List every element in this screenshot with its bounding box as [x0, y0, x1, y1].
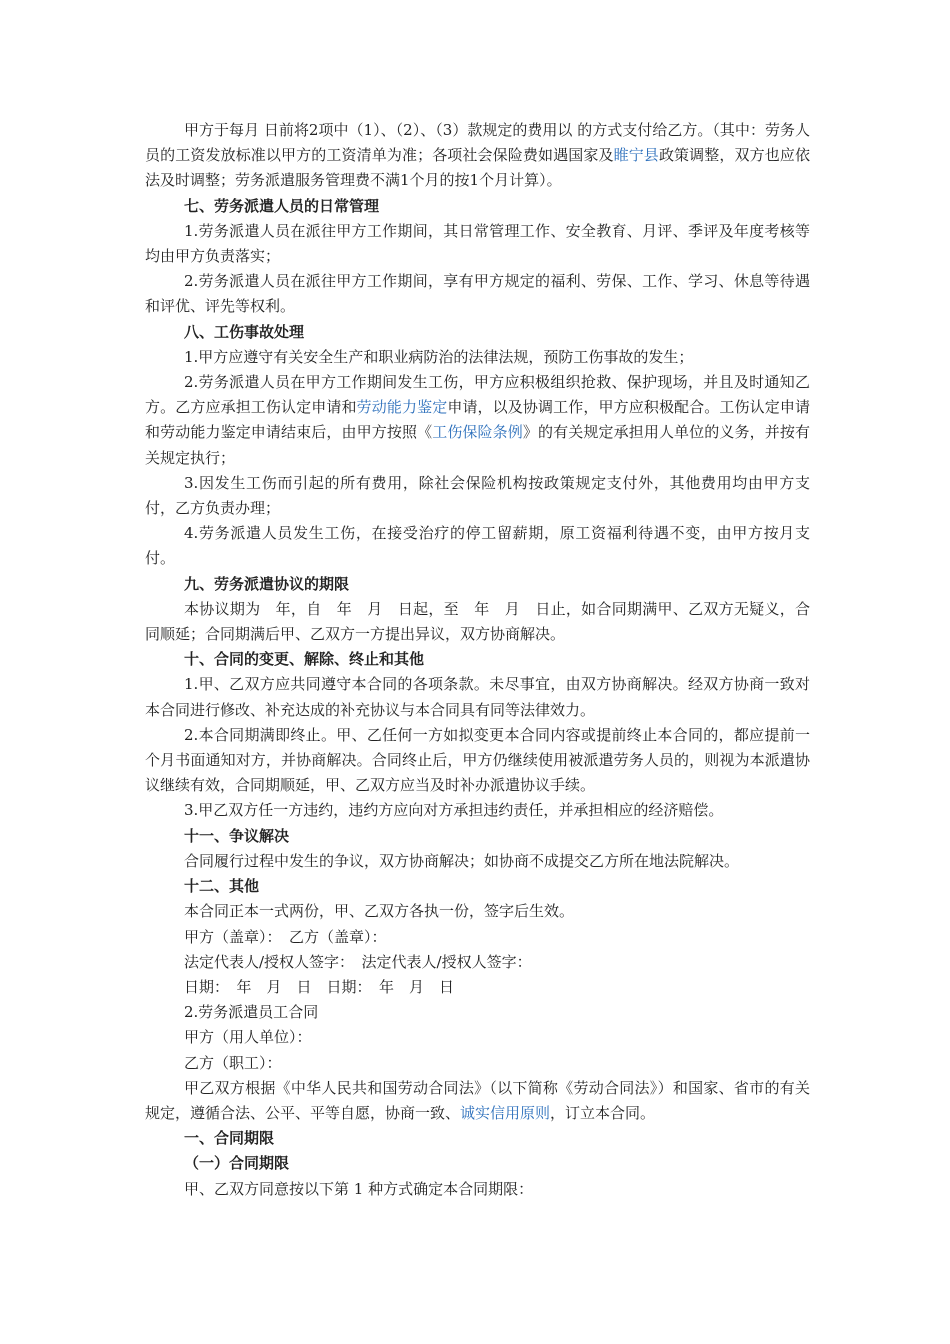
paragraph — [145, 521, 810, 571]
paragraph — [145, 925, 810, 950]
paragraph-text: ，订立本合同。 — [550, 1103, 656, 1122]
section-heading: 八、工伤事故处理 — [184, 322, 305, 341]
section-heading: 十二、其他 — [184, 877, 260, 896]
paragraph-text: 甲、乙双方同意按以下第 1 种方式确定本合同期限： — [184, 1179, 534, 1198]
paragraph-text: 》的有关规定承担用人单位的义务，并按有关规定执行； — [145, 423, 810, 467]
inline-link[interactable]: 睢宁县 — [613, 146, 659, 165]
section-heading: 十、合同的变更、解除、终止和其他 — [184, 650, 425, 669]
inline-link[interactable]: 劳动能力鉴定 — [356, 398, 448, 417]
paragraph — [145, 899, 810, 924]
paragraph — [145, 975, 810, 1000]
paragraph-text: 3.甲乙双方任一方违约，违约方应向对方承担违约责任，并承担相应的经济赔偿。 — [184, 801, 724, 820]
section-heading: 一、合同期限 — [184, 1129, 275, 1148]
paragraph-text: 2.劳务派遣员工合同 — [184, 1003, 319, 1022]
paragraph — [145, 849, 810, 874]
paragraph — [145, 1025, 810, 1050]
paragraph-text: 2.本合同期满即终止。甲、乙任何一方如拟变更本合同内容或提前终止本合同的，都应提前一个月书面通知对方，并协商解决。合同终止后，甲方仍继续使用被派遣劳务人员的，则视为本派遣协议继续有效，合同期顺延，甲、乙双方应当及时补办派遣协议手续。 — [145, 725, 810, 795]
paragraph — [145, 118, 810, 194]
paragraph-text: 日期： 年 月 日 日期： 年 月 日 — [184, 977, 455, 996]
paragraph-text: 1.劳务派遣人员在派往甲方工作期间，其日常管理工作、安全教育、月评、季评及年度考核等均由甲方负责落实； — [145, 221, 810, 266]
paragraph — [145, 672, 810, 722]
paragraph-text: 本协议期为 年，自 年 月 日起，至 年 月 日止，如合同期满甲、乙双方无疑义，合同顺延；合同期满后甲、乙双方一方提出异议，双方协商解决。 — [145, 599, 810, 644]
paragraph-text: 申请，以及协调工作，甲方应积极配合。工伤认定申请和劳动能力鉴定申请结束后，由甲方按照《 — [145, 398, 810, 442]
paragraph — [145, 597, 810, 647]
paragraph-text: 乙方（职工）： — [184, 1053, 282, 1072]
paragraph — [145, 370, 810, 471]
section-heading: 七、劳务派遣人员的日常管理 — [184, 196, 380, 215]
paragraph-text: 2.劳务派遣人员在派往甲方工作期间，享有甲方规定的福利、劳保、工作、学习、休息等待遇和评优、评先等权利。 — [145, 272, 810, 316]
paragraph-text: 甲方（盖章）： 乙方（盖章）： — [184, 927, 387, 946]
section-heading: 九、劳务派遣协议的期限 — [184, 574, 350, 593]
section-heading: （一）合同期限 — [184, 1154, 290, 1173]
paragraph-text: 政策调整，双方也应依法及时调整；劳务派遣服务管理费不满1个月的按1个月计算）。 — [145, 146, 810, 190]
paragraph — [145, 1000, 810, 1025]
paragraph — [145, 1076, 810, 1126]
document-body — [145, 118, 810, 1202]
section-heading: 十一、争议解决 — [184, 826, 290, 845]
inline-link[interactable]: 工伤保险条例 — [432, 423, 523, 442]
paragraph-text: 甲方（用人单位）： — [184, 1028, 312, 1047]
paragraph — [145, 269, 810, 319]
inline-link[interactable]: 诚实信用原则 — [460, 1103, 551, 1122]
paragraph-text: 法定代表人/授权人签字： 法定代表人/授权人签字： — [184, 952, 532, 971]
paragraph-text: 甲乙双方根据《中华人民共和国劳动合同法》（以下简称《劳动合同法》）和国家、省市的有关规定，遵循合法、公平、平等自愿，协商一致、 — [145, 1078, 810, 1122]
paragraph-text: 合同履行过程中发生的争议，双方协商解决；如协商不成提交乙方所在地法院解决。 — [184, 851, 740, 870]
paragraph-text: 1.甲方应遵守有关安全生产和职业病防治的法律法规，预防工伤事故的发生； — [184, 347, 694, 366]
paragraph — [145, 471, 810, 521]
paragraph — [145, 1177, 810, 1202]
paragraph — [145, 345, 810, 370]
paragraph — [145, 950, 810, 975]
paragraph-text: 4.劳务派遣人员发生工伤，在接受治疗的停工留薪期，原工资福利待遇不变，由甲方按月支付。 — [145, 524, 810, 568]
paragraph-text: 本合同正本一式两份，甲、乙双方各执一份，签字后生效。 — [184, 902, 575, 921]
paragraph-text: 3.因发生工伤而引起的所有费用，除社会保险机构按政策规定支付外，其他费用均由甲方支付，乙方负责办理； — [145, 473, 810, 518]
paragraph — [145, 723, 810, 799]
paragraph-text: 甲方于每月 日前将2项中（1）、（2）、（3）款规定的费用以 的方式支付给乙方。（其中：劳务人员的工资发放标准以甲方的工资清单为准；各项社会保险费如遇国家及 — [145, 121, 810, 165]
paragraph — [145, 798, 810, 823]
paragraph — [145, 1051, 810, 1076]
paragraph-text: 1.甲、乙双方应共同遵守本合同的各项条款。未尽事宜，由双方协商解决。经双方协商一致对本合同进行修改、补充达成的补充协议与本合同具有同等法律效力。 — [145, 675, 810, 719]
paragraph — [145, 219, 810, 269]
paragraph-text: 2.劳务派遣人员在甲方工作期间发生工伤，甲方应积极组织抢救、保护现场，并且及时通知乙方。乙方应承担工伤认定申请和 — [145, 373, 810, 417]
